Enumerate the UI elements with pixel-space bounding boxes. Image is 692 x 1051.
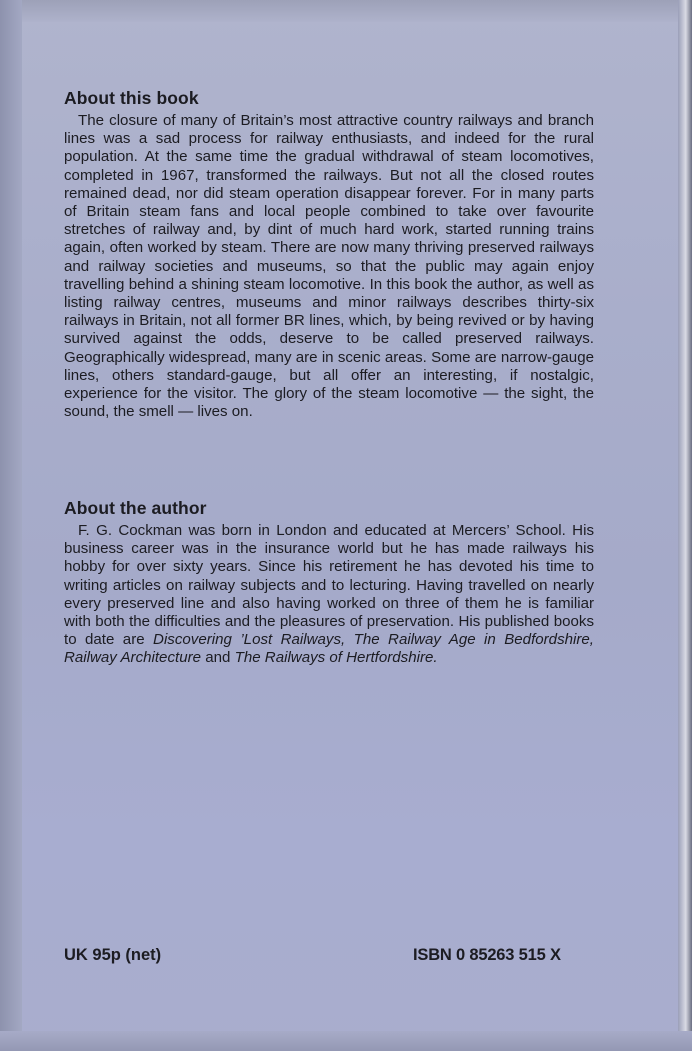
about-author-heading: About the author: [64, 498, 207, 518]
cover-bottom-edge: [0, 1031, 692, 1051]
book-title-list: Discovering ’Lost Railways, The Railway Age in Bedfordshire, Railway Architecture: [64, 631, 594, 667]
about-author-section: [64, 498, 594, 668]
cover-top-edge: [0, 0, 692, 22]
cover-left-edge: [0, 0, 22, 1051]
cover-spine-edge: [678, 0, 692, 1051]
isbn-label: ISBN 0 85263 515 X: [413, 946, 561, 964]
book-title-hertfordshire: The Railways of Hertfordshire.: [234, 649, 438, 667]
price-label: UK 95p (net): [64, 946, 162, 964]
about-author-text: [64, 522, 594, 668]
about-author-text-intro: F. G. Cockman was born in London and educated at Mercers’ School. His business career was in the insurance world but he has made railways his hobby for over sixty years. Since his retirement he has devoted his time to writing articles on railway subjects and to lecturing. Having travelled on nearly every preserved line and also having worked on three of them he is familiar with both the difficulties and the pleasures of preservation. His published books to date are: [64, 522, 594, 649]
about-author-joiner: and: [201, 649, 235, 667]
about-book-section: [64, 88, 594, 421]
about-book-heading: About this book: [64, 88, 199, 108]
about-book-text: The closure of many of Britain’s most attractive country railways and branch lines was a sad process for railway enthusiasts, and indeed for the rural population. At the same time the gradual withdrawal of steam locomotives, completed in 1967, transformed the railways. But not all the closed routes remained dead, nor did steam operation disappear forever. For in many parts of Britain steam fans and local people combined to take over favourite stretches of railway and, by dint of much hard work, started running trains again, often worked by steam. There are now many thriving preserved railways and railway societies and museums, so that the public may again enjoy travelling behind a shining steam locomotive. In this book the author, as well as listing railway centres, museums and minor railways describes thirty-six railways in Britain, not all former BR lines, which, by being revived or by having survived against the odds, deserve to be called preserved railways. Geographically widespread, many are in scenic areas. Some are narrow-gauge lines, others standard-gauge, but all offer an interesting, if nostalgic, experience for the visitor. The glory of the steam locomotive — the sight, the sound, the smell — lives on.: [64, 112, 594, 421]
